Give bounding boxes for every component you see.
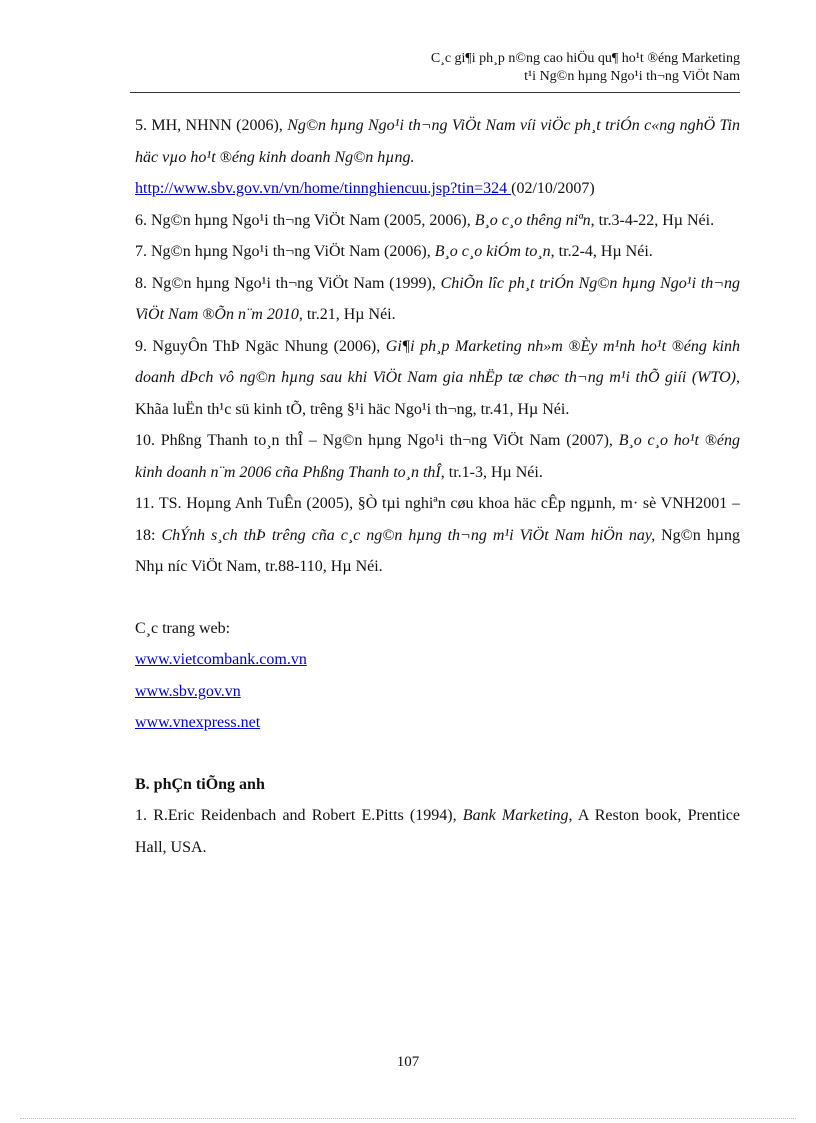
website-link-sbv[interactable]: www.sbv.gov.vn: [135, 682, 241, 700]
page-number: 107: [396, 1054, 420, 1070]
reference-title: B¸o c¸o thêng niªn: [474, 211, 591, 229]
reference-link[interactable]: http://www.sbv.gov.vn/vn/home/tinnghiencuu.jsp?tin=324: [135, 180, 512, 197]
reference-title: B¸o c¸o ho¹t ®éng kinh doanh n¨m 2006 cña Phßng Thanh to¸n thÎ: [135, 432, 741, 481]
header-line-2: t¹i Ng©n hµng Ngo¹i th¬ng ViÖt Nam: [524, 69, 740, 84]
reference-text: 10. Phßng Thanh to¸n thÎ – Ng©n hµng Ngo¹i th¬ng ViÖt Nam (2007),: [135, 432, 619, 449]
reference-details: Ng©n hµng Nhµ níc ViÖt Nam, tr.88-110, Hµ Néi.: [135, 526, 740, 575]
reference-title: ChiÕn lîc ph¸t triÓn Ng©n hµng Ngo¹i th¬ng ViÖt Nam ®Õn n¨m 2010: [135, 274, 741, 323]
page-header: [130, 50, 740, 86]
reference-text: 1. R.Eric Reidenbach and Robert E.Pitts (1994),: [135, 807, 463, 824]
reference-item-8: [135, 268, 740, 331]
header-divider: [130, 92, 740, 93]
reference-title: ChÝnh s¸ch thÞ trêng cña c¸c ng©n hµng th¬ng m¹i ViÖt Nam hiÖn nay,: [161, 526, 656, 544]
reference-item-7: [135, 236, 740, 268]
reference-title: Ng©n hµng Ngo¹i th¬ng ViÖt Nam víi viÖc ph¸t triÓn c«ng nghÖ Tin häc vµo ho¹t ®éng kinh doanh Ng©n hµng.: [135, 117, 740, 166]
reference-details: , Khãa luËn th¹c sü kinh tÕ, trêng §¹i häc Ngo¹i th¬ng, tr.41, Hµ Néi.: [135, 369, 740, 418]
reference-text: 6. Ng©n hµng Ngo¹i th¬ng ViÖt Nam (2005, 2006),: [135, 211, 475, 229]
websites-heading: C¸c trang web:: [135, 619, 231, 637]
reference-item-10: [135, 425, 740, 488]
reference-title: Gi¶i ph¸p Marketing nh»m ®Èy m¹nh ho¹t ®éng kinh doanh dÞch vô ng©n hµng sau khi ViÖt Nam gia nhËp tæ chøc th¬ng m¹i thÕ giíi (WTO): [135, 337, 740, 386]
reference-text: 8. Ng©n hµng Ngo¹i th¬ng ViÖt Nam (1999),: [135, 274, 441, 292]
reference-details: , tr.2-4, Hµ Néi.: [550, 243, 653, 260]
page-bottom-border: [20, 1118, 796, 1119]
reference-text: 7. Ng©n hµng Ngo¹i th¬ng ViÖt Nam (2006),: [135, 243, 435, 260]
reference-text: 5. MH, NHNN (2006),: [135, 117, 288, 134]
website-link-vnexpress[interactable]: www.vnexpress.net: [135, 714, 261, 731]
website-link-vietcombank[interactable]: www.vietcombank.com.vn: [135, 651, 307, 668]
reference-item-9: [135, 331, 740, 426]
reference-text: 9. NguyÔn ThÞ Ngäc Nhung (2006),: [135, 337, 386, 355]
reference-title: B¸o c¸o kiÓm to¸n: [434, 243, 551, 260]
reference-item-11: [135, 488, 740, 583]
reference-text: 11. TS. Hoµng Anh TuÊn (2005), §Ò tµi nghiªn cøu khoa häc cÊp ngµnh, m· sè VNH2001 – 18:: [135, 495, 740, 544]
section-b-heading: B. phÇn tiÕng anh: [135, 775, 265, 793]
references-body: [135, 110, 740, 863]
reference-access-date: (02/10/2007): [511, 180, 595, 197]
reference-title: Bank Marketing: [462, 807, 569, 824]
reference-details: , tr.3-4-22, Hµ Néi.: [590, 211, 715, 229]
reference-details: , A Reston book, Prentice Hall, USA.: [135, 807, 740, 856]
reference-item-5: [135, 110, 740, 205]
english-reference-item-1: [135, 800, 740, 863]
reference-details: , tr.21, Hµ Néi.: [298, 306, 396, 323]
reference-details: , tr.1-3, Hµ Néi.: [440, 463, 543, 481]
header-line-1: C¸c gi¶i ph¸p n©ng cao hiÖu qu¶ ho¹t ®éng Marketing: [430, 51, 740, 66]
reference-item-6: [135, 205, 740, 237]
